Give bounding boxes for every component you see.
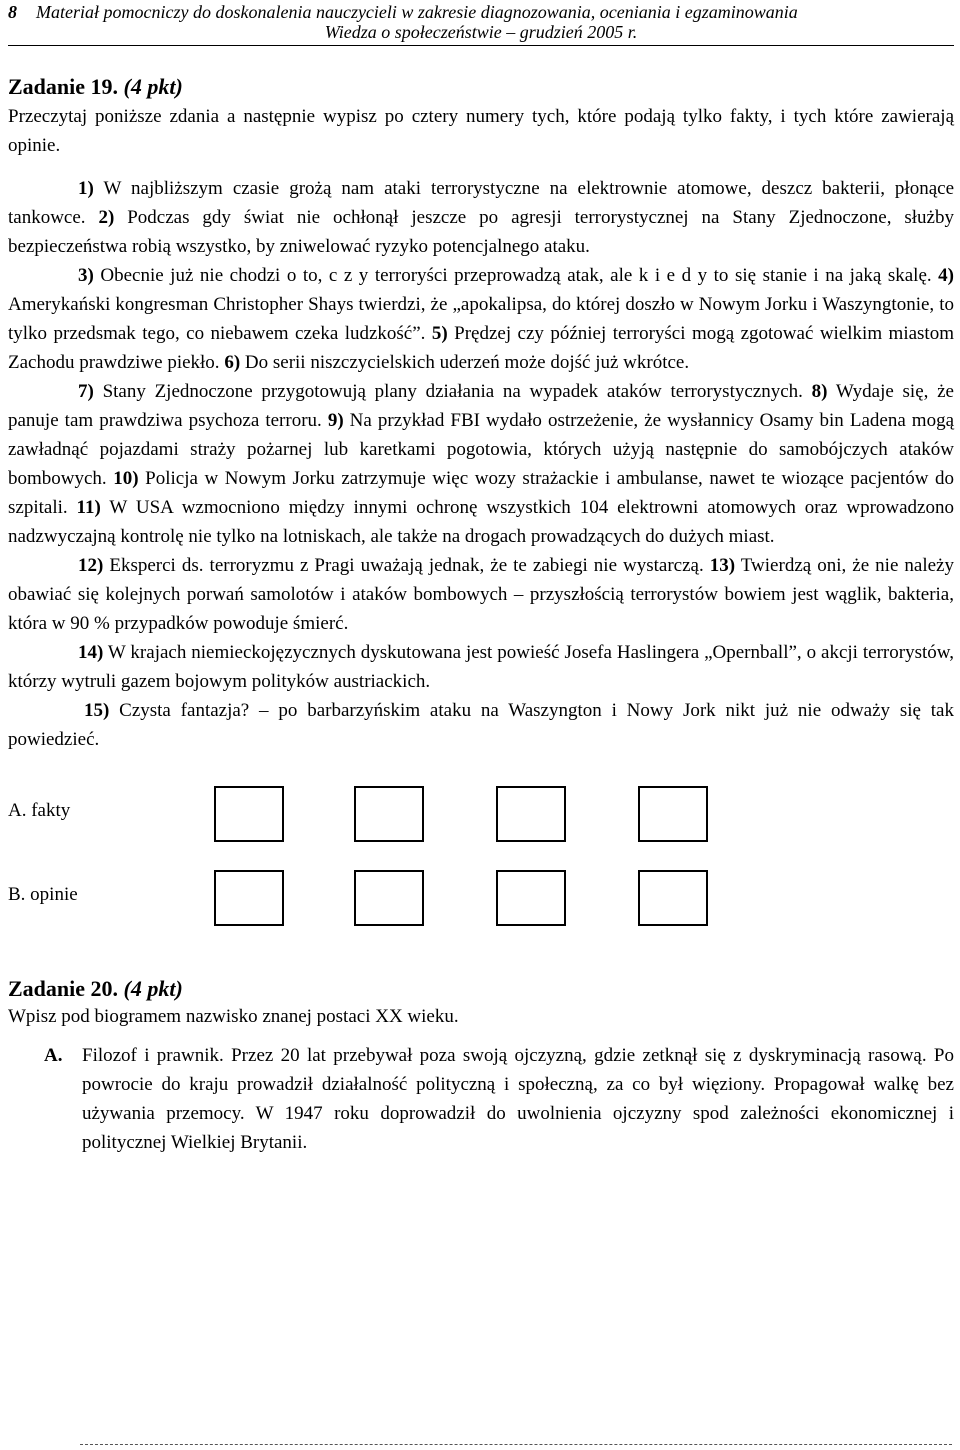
task19-paragraph-3 xyxy=(8,377,954,551)
sentence-number: 8) xyxy=(811,381,828,402)
sentence-text: Wydaje się, że panuje tam prawdziwa psychoza terroru. xyxy=(8,381,954,431)
task19-points: (4 pkt) xyxy=(123,74,183,99)
sentence-number: 2) xyxy=(98,207,115,228)
sentence-text: Stany Zjednoczone przygotowują plany działania na wypadek ataków terrorystycznych. xyxy=(93,381,812,402)
task19-paragraph-1 xyxy=(8,174,954,261)
page xyxy=(8,0,954,1157)
sentence-number: 3) xyxy=(78,265,94,286)
answer-box[interactable] xyxy=(354,870,424,926)
page-number: 8 xyxy=(8,2,17,22)
sentence-text: Policja w Nowym Jorku zatrzymuje więc wozy strażackie i ambulanse, nawet te wiozące pacjentów do szpitali. xyxy=(8,468,954,518)
sentence-text: Amerykański kongresman Christopher Shays twierdzi, że „apokalipsa, do której doszło w Nowym Jorku i Waszyngtonie, to tylko przedsmak tego, co niebawem czeka ludzkość”. xyxy=(8,294,954,344)
answer-box[interactable] xyxy=(214,786,284,842)
answer-box[interactable] xyxy=(638,870,708,926)
header-rule xyxy=(8,45,954,46)
answer-box[interactable] xyxy=(496,870,566,926)
task19-paragraph-5 xyxy=(8,638,954,696)
sentence-number: 5) xyxy=(431,323,448,344)
task19-instruction: Przeczytaj poniższe zdania a następnie wypisz po cztery numery tych, które podają tylko fakty, i tych które zawierają opinie. xyxy=(8,106,954,156)
answer-line[interactable] xyxy=(80,1444,952,1445)
sentence-number: 13) xyxy=(709,555,736,576)
sentence-number: 9) xyxy=(327,410,344,431)
answer-box[interactable] xyxy=(638,786,708,842)
header-line-1: Materiał pomocniczy do doskonalenia nauczycieli w zakresie diagnozowania, oceniania i egzaminowania xyxy=(36,2,798,22)
item-text: Filozof i prawnik. Przez 20 lat przebywał poza swoją ojczyzną, gdzie zetknął się z dyskryminacją rasową. Po powrocie do kraju prowadził działalność polityczną i społeczną, za co był więziony. Propagował walkę bez używania przemocy. W 1947 roku doprowadził do uwolnienia ojczyzny spod zależności ekonomicznej i politycznej Wielkiej Brytanii. xyxy=(82,1045,954,1153)
sentence-text: Prędzej czy później terroryści mogą zgotować wielkim miastom Zachodu prawdziwe piekło. xyxy=(8,323,954,373)
sentence-number: 15) xyxy=(84,700,110,721)
answer-row-opinions xyxy=(8,870,954,926)
task20-title-text: Zadanie 20. xyxy=(8,976,119,1001)
sentence-number: 10) xyxy=(113,468,139,489)
facts-label: A. fakty xyxy=(8,800,71,821)
answer-box[interactable] xyxy=(496,786,566,842)
sentence-number: 7) xyxy=(78,381,94,402)
sentence-number: 11) xyxy=(76,497,101,518)
sentence-text: Do serii niszczycielskich uderzeń może dojść już wkrótce. xyxy=(240,352,690,373)
answer-row-facts xyxy=(8,786,954,842)
sentence-text: Eksperci ds. terroryzmu z Pragi uważają jednak, że te zabiegi nie wystarczą. xyxy=(103,555,710,576)
item-letter: A. xyxy=(44,1045,63,1066)
answer-box[interactable] xyxy=(354,786,424,842)
header-line-2: Wiedza o społeczeństwie – grudzień 2005 r. xyxy=(324,22,638,42)
task19-paragraph-6 xyxy=(8,696,954,754)
sentence-text: W najbliższym czasie grożą nam ataki terrorystyczne na elektrownie atomowe, deszcz bakterii, płonące tankowce. xyxy=(8,178,954,228)
sentence-text: Twierdzą oni, że nie należy obawiać się kolejnych porwań samolotów i ataków bombowych – przyszłością terrorystów bowiem jest wąglik, bakteria, która w 90 % przypadków powoduje śmierć. xyxy=(8,555,954,634)
answer-section xyxy=(8,774,954,974)
page-header xyxy=(8,0,954,46)
task19-paragraph-2 xyxy=(8,261,954,377)
task19-title-text: Zadanie 19. xyxy=(8,74,119,99)
sentence-text: Podczas gdy świat nie ochłonął jeszcze po agresji terrorystycznej na Stany Zjednoczone, służby bezpieczeństwa robią wszystko, by zniwelować ryzyko potencjalnego ataku. xyxy=(8,207,954,257)
sentence-text: W USA wzmocniono między innymi ochronę wszystkich 104 elektrowni atomowych oraz wprowadzono nadzwyczajną kontrolę nie tylko na lotniskach, ale także na drogach prowadzących do dużych miast. xyxy=(8,497,954,547)
task19-title xyxy=(8,74,954,100)
answer-box[interactable] xyxy=(214,870,284,926)
sentence-number: 12) xyxy=(78,555,104,576)
task20-points: (4 pkt) xyxy=(123,976,183,1001)
task20-instruction: Wpisz pod biogramem nazwisko znanej postaci XX wieku. xyxy=(8,1006,459,1027)
task20-title xyxy=(8,976,954,1002)
sentence-text: W krajach niemieckojęzycznych dyskutowana jest powieść Josefa Haslingera „Opernball”, o akcji terrorystów, którzy wytruli gazem bojowym polityków austriackich. xyxy=(8,642,954,692)
sentence-number: 14) xyxy=(78,642,104,663)
sentence-text: Na przykład FBI wydało ostrzeżenie, że wysłannicy Osamy bin Ladena mogą zawładnąć pojazdami straży pożarnej lub karetkami pogotowia, których użyją następnie do samobójczych ataków bombowych. xyxy=(8,410,954,489)
sentence-number: 4) xyxy=(938,265,954,286)
sentence-text: Czysta fantazja? – po barbarzyńskim ataku na Waszyngton i Nowy Jork nikt już nie odważy się tak powiedzieć. xyxy=(8,700,954,750)
task20-item-a xyxy=(8,1041,954,1157)
sentence-number: 1) xyxy=(78,178,94,199)
opinions-label: B. opinie xyxy=(8,884,78,905)
sentence-text: Obecnie już nie chodzi o to, c z y terroryści przeprowadzą atak, ale k i e d y to się stanie i na jaką skalę. xyxy=(93,265,939,286)
task19-paragraph-4 xyxy=(8,551,954,638)
sentence-number: 6) xyxy=(224,352,241,373)
